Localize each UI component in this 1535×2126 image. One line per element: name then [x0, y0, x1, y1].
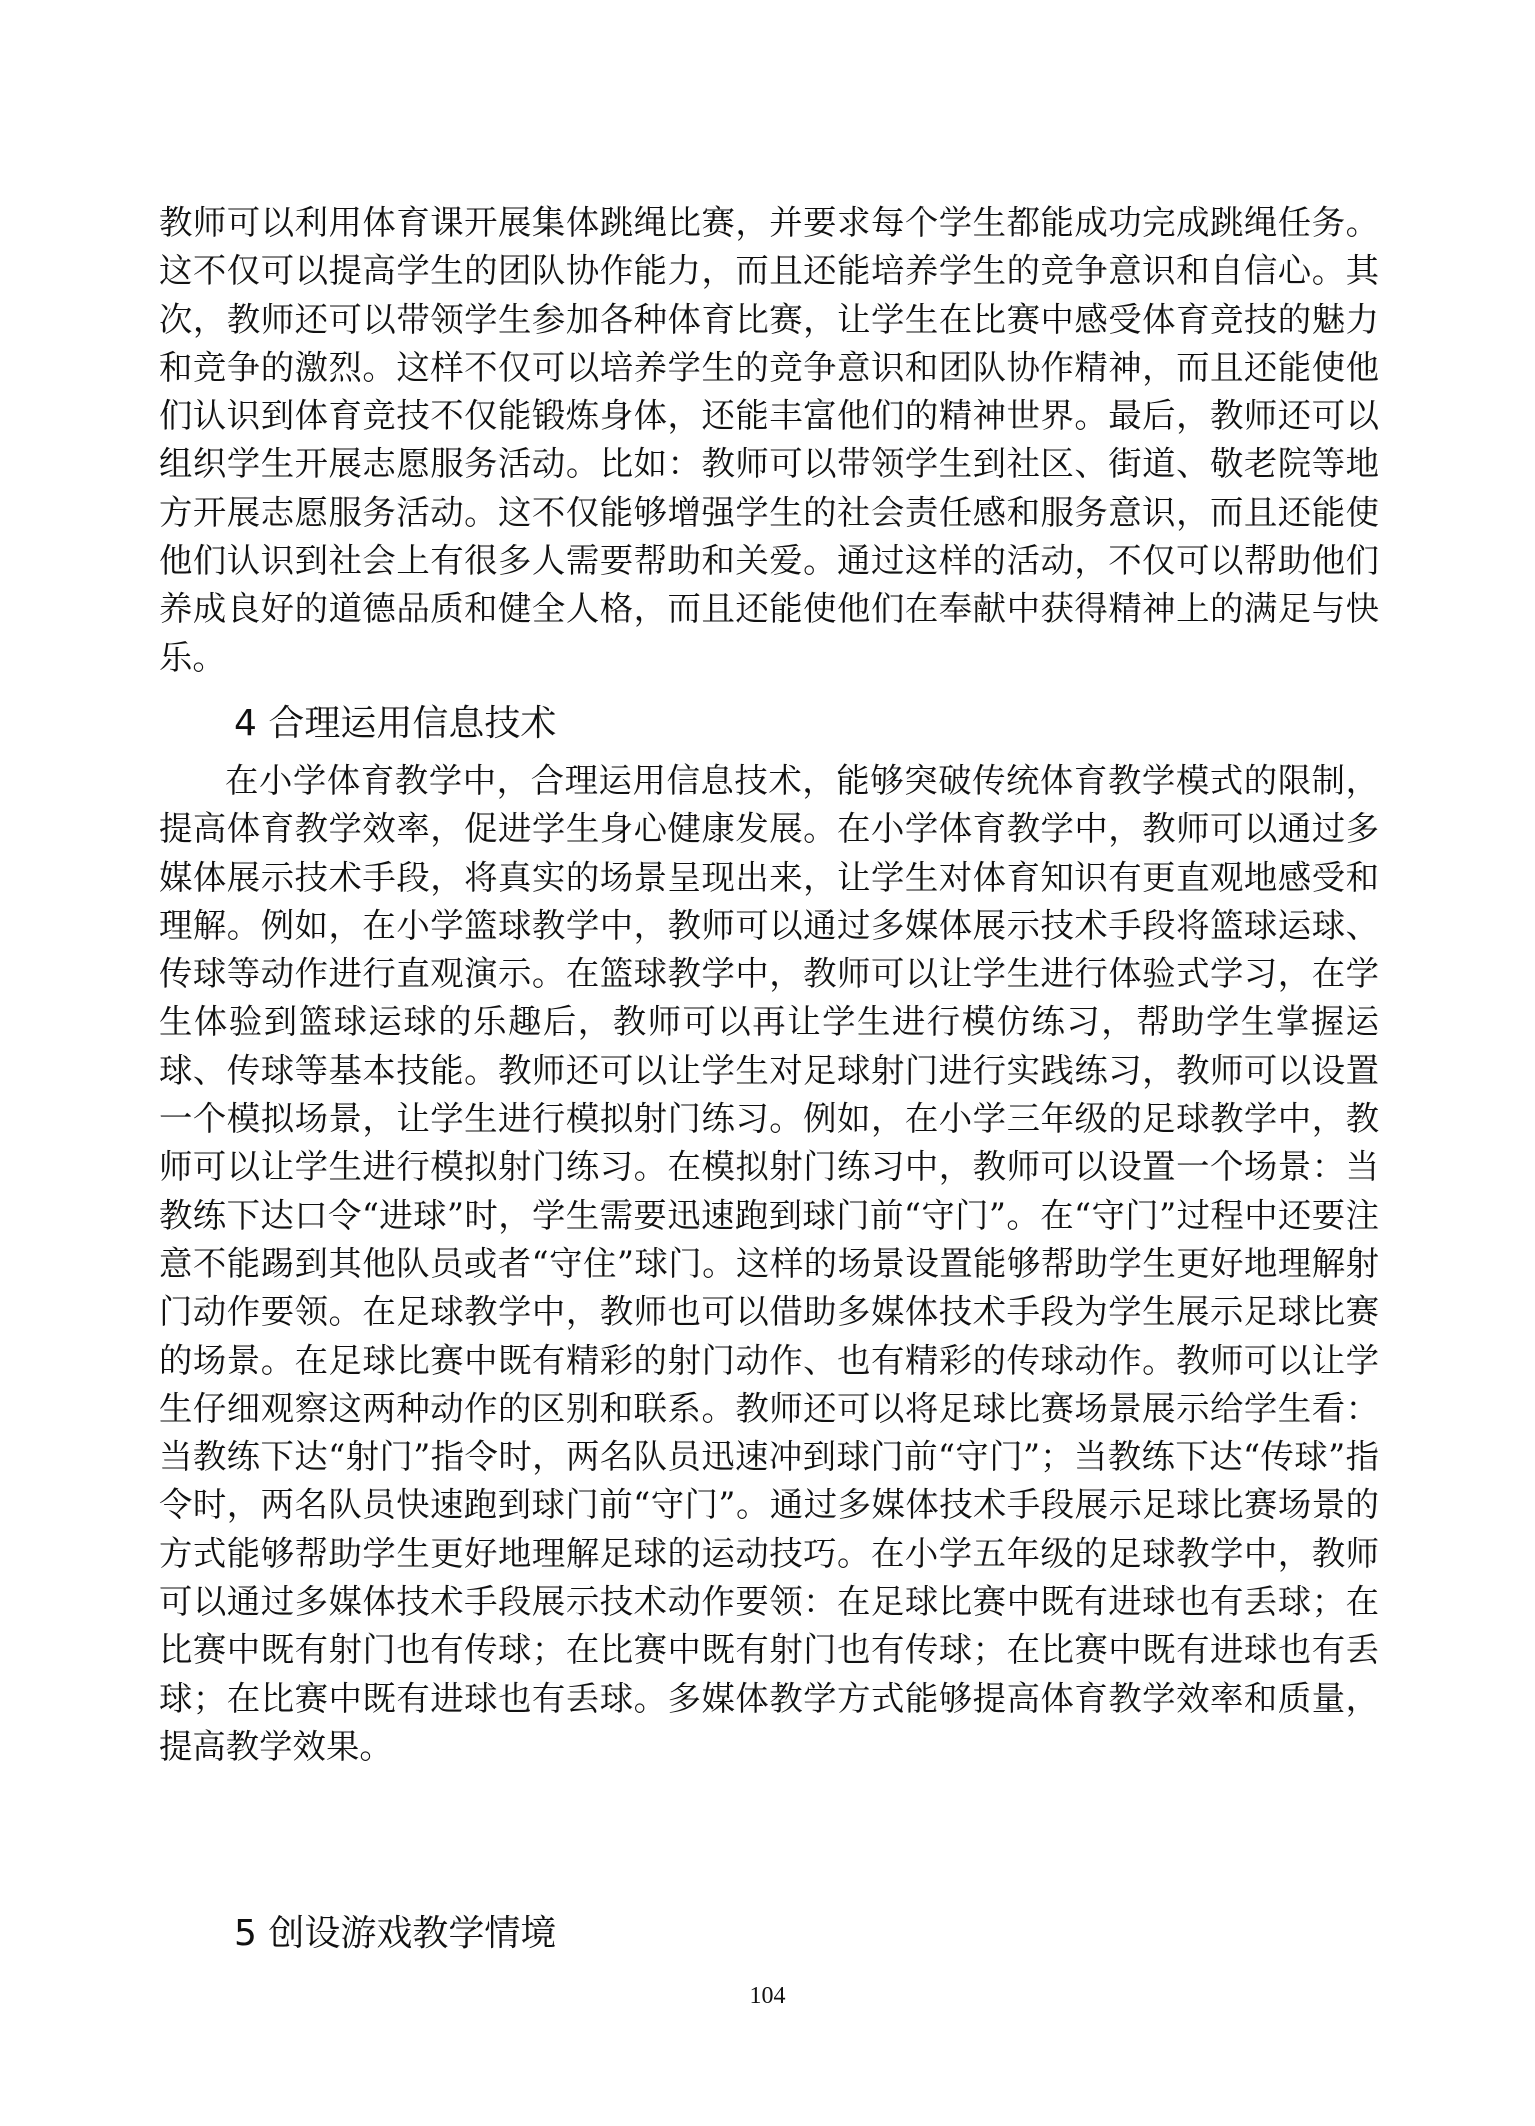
section-heading-5: 5 创设游戏教学情境 [234, 1913, 557, 1954]
paragraph-section-4: 在小学体育教学中，合理运用信息技术，能够突破传统体育教学模式的限制，提高体育教学效率，促进学生身心健康发展。在小学体育教学中，教师可以通过多媒体展示技术手段，将真实的场景呈现出来，让学生对体育知识有更直观地感受和理解。例如，在小学篮球教学中，教师可以通过多媒体展示技术手段将篮球运球、传球等动作进行直观演示。在篮球教学中，教师可以让学生进行体验式学习，在学生体验到篮球运球的乐趣后，教师可以再让学生进行模仿练习，帮助学生掌握运球、传球等基本技能。教师还可以让学生对足球射门进行实践练习，教师可以设置一个模拟场景，让学生进行模拟射门练习。例如，在小学三年级的足球教学中，教师可以让学生进行模拟射门练习。在模拟射门练习中，教师可以设置一个场景：当教练下达口令“进球”时，学生需要迅速跑到球门前“守门”。在“守门”过程中还要注意不能踢到其他队员或者“守住”球门。这样的场景设置能够帮助学生更好地理解射门动作要领。在足球教学中，教师也可以借助多媒体技术手段为学生展示足球比赛的场景。在足球比赛中既有精彩的射门动作、也有精彩的传球动作。教师可以让学生仔细观察这两种动作的区别和联系。教师还可以将足球比赛场景展示给学生看：当教练下达“射门”指令时，两名队员迅速冲到球门前“守门”；当教练下达“传球”指令时，两名队员快速跑到球门前“守门”。通过多媒体技术手段展示足球比赛场景的方式能够帮助学生更好地理解足球的运动技巧。在小学五年级的足球教学中，教师可以通过多媒体技术手段展示技术动作要领：在足球比赛中既有进球也有丢球；在比赛中既有射门也有传球；在比赛中既有射门也有传球；在比赛中既有进球也有丢球；在比赛中既有进球也有丢球。多媒体教学方式能够提高体育教学效率和质量，提高教学效果。 [159, 761, 1379, 1766]
paragraph-continuation: 教师可以利用体育课开展集体跳绳比赛，并要求每个学生都能成功完成跳绳任务。这不仅可以提高学生的团队协作能力，而且还能培养学生的竞争意识和自信心。其次，教师还可以带领学生参加各种体育比赛，让学生在比赛中感受体育竞技的魅力和竞争的激烈。这样不仅可以培养学生的竞争意识和团队协作精神，而且还能使他们认识到体育竞技不仅能锻炼身体，还能丰富他们的精神世界。最后，教师还可以组织学生开展志愿服务活动。比如：教师可以带领学生到社区、街道、敬老院等地方开展志愿服务活动。这不仅能够增强学生的社会责任感和服务意识，而且还能使他们认识到社会上有很多人需要帮助和关爱。通过这样的活动，不仅可以帮助他们养成良好的道德品质和健全人格，而且还能使他们在奉献中获得精神上的满足与快乐。 [159, 203, 1379, 677]
page-number: 104 [749, 1983, 786, 2009]
section-heading-4: 4 合理运用信息技术 [234, 703, 557, 744]
